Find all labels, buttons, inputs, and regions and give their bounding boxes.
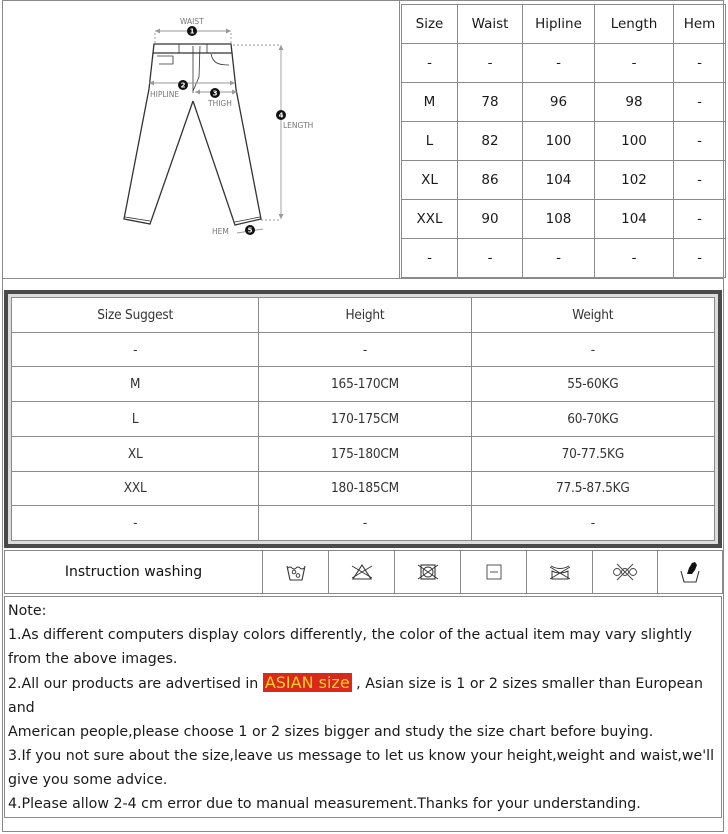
note-3: 3.If you not sure about the size,leave us message to let us know your height,weight and waist,we'll give you some advice. [8, 748, 715, 788]
cell: - [458, 239, 523, 278]
cell: - [674, 200, 726, 239]
marker-3: 3 [212, 89, 218, 98]
note-4: 4.Please allow 2-4 cm error due to manual measurement.Thanks for your understanding. [8, 796, 641, 812]
table-row [12, 506, 715, 541]
cell: L [402, 122, 458, 161]
hipline-label: HIPLINE [150, 90, 180, 99]
table-row [12, 402, 715, 437]
notes-section [4, 596, 722, 818]
header-height: Height [259, 298, 471, 333]
cell: M [12, 367, 259, 402]
table-header-row [12, 298, 715, 333]
note-2-continued: American people,please choose 1 or 2 sizes bigger and study the size chart before buying. [8, 724, 654, 740]
do-not-iron-icon [547, 562, 573, 582]
cell: - [674, 122, 726, 161]
cell: - [674, 239, 726, 278]
cell: 70-77.5KG [471, 436, 714, 471]
note-2 [8, 671, 717, 720]
marker-2: 2 [180, 81, 186, 90]
marker-5: 5 [247, 226, 253, 235]
do-not-wring-icon [611, 562, 639, 582]
cell: - [402, 239, 458, 278]
cell: 55-60KG [471, 367, 714, 402]
cell: - [471, 332, 714, 367]
wash-icon-cell [395, 551, 461, 594]
cell: XXL [12, 471, 259, 506]
wash-icon-cell [461, 551, 527, 594]
size-suggest-frame [4, 290, 722, 548]
cell: L [12, 402, 259, 437]
cell: XL [12, 436, 259, 471]
measurement-table [401, 4, 726, 278]
cell: - [595, 239, 674, 278]
pants-diagram [3, 1, 400, 278]
table-row [12, 471, 715, 506]
cell: M [402, 83, 458, 122]
cell: 104 [595, 200, 674, 239]
cell: 170-175CM [259, 402, 471, 437]
table-header-row [402, 5, 726, 44]
cell: - [12, 332, 259, 367]
cell: - [674, 44, 726, 83]
cell: - [523, 239, 595, 278]
washing-label: Instruction washing [5, 551, 263, 594]
cell: - [12, 506, 259, 541]
cell: - [523, 44, 595, 83]
header-size-suggest: Size Suggest [12, 298, 259, 333]
cell: - [402, 44, 458, 83]
marker-1: 1 [189, 27, 195, 36]
cell: 78 [458, 83, 523, 122]
table-row [402, 161, 726, 200]
length-label: LENGTH [283, 121, 314, 130]
table-row [402, 44, 726, 83]
wash-icon-cell [329, 551, 395, 594]
table-row [12, 332, 715, 367]
table-row [402, 200, 726, 239]
cell: - [595, 44, 674, 83]
size-chart-top [2, 0, 724, 279]
header-size: Size [402, 5, 458, 44]
header-waist: Waist [458, 5, 523, 44]
cell: 86 [458, 161, 523, 200]
cell: 90 [458, 200, 523, 239]
table-row [12, 367, 715, 402]
wash-icon-cell [263, 551, 329, 594]
table-row [402, 122, 726, 161]
cell: 82 [458, 122, 523, 161]
cell: 180-185CM [259, 471, 471, 506]
cell: - [471, 506, 714, 541]
table-row [12, 436, 715, 471]
do-not-bleach-icon [350, 562, 374, 582]
waist-label: WAIST [180, 17, 204, 26]
header-hipline: Hipline [523, 5, 595, 44]
hand-wash-icon [678, 560, 702, 584]
cell: 165-170CM [259, 367, 471, 402]
note-1: 1.As different computers display colors differently, the color of the actual item may vary slightly from the above images. [8, 627, 692, 667]
do-not-tumble-dry-icon [416, 562, 440, 582]
header-hem: Hem [674, 5, 726, 44]
washing-instructions [4, 550, 723, 594]
hem-label: HEM [212, 227, 229, 236]
size-suggest-table [11, 297, 715, 541]
hand-wash-30-icon [285, 562, 307, 582]
cell: XXL [402, 200, 458, 239]
pants-illustration-icon [3, 1, 399, 277]
marker-4: 4 [278, 111, 284, 120]
table-row [402, 239, 726, 278]
cell: 98 [595, 83, 674, 122]
wash-icon-cell [527, 551, 593, 594]
dry-flat-icon [484, 562, 504, 582]
cell: 100 [523, 122, 595, 161]
cell: 104 [523, 161, 595, 200]
thigh-label: THIGH [208, 99, 232, 108]
note-2-text-after: , Asian size is 1 or 2 sizes smaller than European and [8, 676, 703, 716]
note-2-text: 2.All our products are advertised in [8, 676, 263, 692]
cell: - [458, 44, 523, 83]
table-row [402, 83, 726, 122]
notes-title: Note: [8, 603, 47, 619]
cell: 100 [595, 122, 674, 161]
header-weight: Weight [471, 298, 714, 333]
cell: 102 [595, 161, 674, 200]
washing-row [5, 551, 723, 594]
cell: - [674, 83, 726, 122]
cell: 77.5-87.5KG [471, 471, 714, 506]
asian-size-highlight: ASIAN size [264, 673, 350, 692]
header-length: Length [595, 5, 674, 44]
wash-icon-cell [658, 551, 723, 594]
cell: 175-180CM [259, 436, 471, 471]
cell: - [259, 506, 471, 541]
cell: 96 [523, 83, 595, 122]
cell: XL [402, 161, 458, 200]
wash-icon-cell [593, 551, 658, 594]
cell: 60-70KG [471, 402, 714, 437]
cell: 108 [523, 200, 595, 239]
cell: - [674, 161, 726, 200]
cell: - [259, 332, 471, 367]
